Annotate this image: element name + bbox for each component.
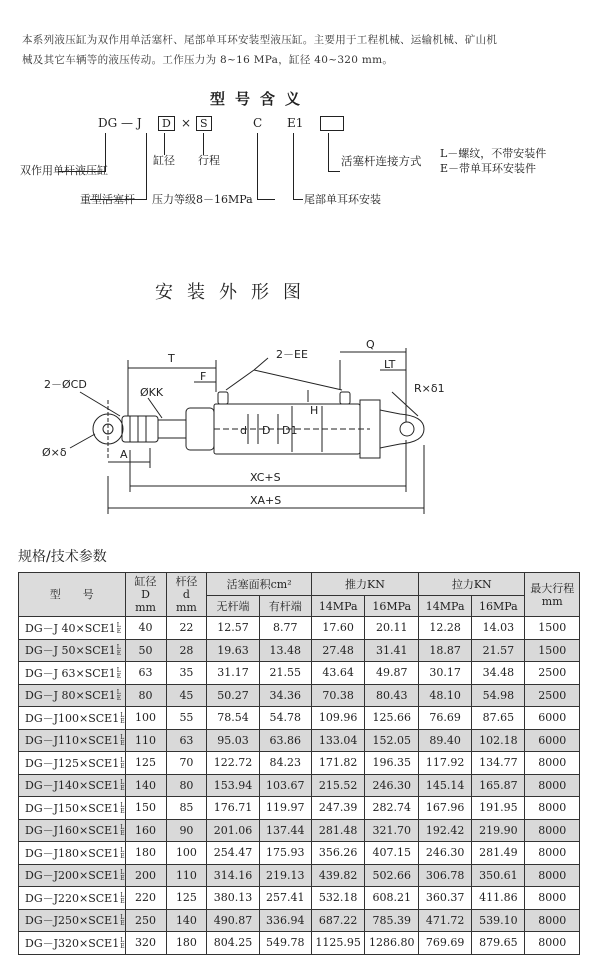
le-suffix: L E bbox=[116, 644, 122, 658]
table-row bbox=[19, 842, 580, 865]
cell-push-16: 502.66 bbox=[365, 864, 419, 887]
cell-stroke: 8000 bbox=[525, 819, 580, 842]
cell-area-rod: 219.13 bbox=[259, 864, 311, 887]
dim-2ee: 2－EE bbox=[276, 348, 308, 361]
dim-q: Q bbox=[366, 338, 375, 351]
model-code: DG－J 63×SCE1 bbox=[25, 666, 116, 680]
cell-bore: 110 bbox=[125, 729, 166, 752]
cell-pull-14: 117.92 bbox=[419, 752, 472, 775]
label-stroke: 行程 bbox=[198, 154, 220, 167]
option-e: E－带单耳环安装件 bbox=[440, 162, 537, 175]
cell-bore: 180 bbox=[125, 842, 166, 865]
cell-bore: 125 bbox=[125, 752, 166, 775]
cell-push-16: 407.15 bbox=[365, 842, 419, 865]
cell-stroke: 8000 bbox=[525, 887, 580, 910]
dim-r-delta: R×δ1 bbox=[414, 382, 445, 395]
le-suffix: L E bbox=[120, 914, 125, 928]
cell-stroke: 8000 bbox=[525, 909, 580, 932]
le-suffix: L E bbox=[120, 711, 125, 725]
label-bore: 缸径 bbox=[153, 154, 175, 167]
cell-push-14: 356.26 bbox=[311, 842, 365, 865]
cell-pull-14: 360.37 bbox=[419, 887, 472, 910]
cell-stroke: 6000 bbox=[525, 729, 580, 752]
cell-area-no-rod: 380.13 bbox=[207, 887, 259, 910]
cell-pull-16: 34.48 bbox=[472, 662, 525, 685]
cell-area-no-rod: 314.16 bbox=[207, 864, 259, 887]
cell-stroke: 8000 bbox=[525, 797, 580, 820]
cell-bore: 250 bbox=[125, 909, 166, 932]
table-row bbox=[19, 909, 580, 932]
cell-bore: 50 bbox=[125, 639, 166, 662]
le-suffix: L E bbox=[116, 666, 122, 680]
cell-area-rod: 8.77 bbox=[259, 617, 311, 640]
cell-area-rod: 63.86 bbox=[259, 729, 311, 752]
dim-xc: XC+S bbox=[250, 471, 281, 484]
cell-push-16: 125.66 bbox=[365, 707, 419, 730]
cell-push-14: 171.82 bbox=[311, 752, 365, 775]
table-row bbox=[19, 617, 580, 640]
cell-area-no-rod: 12.57 bbox=[207, 617, 259, 640]
cell-stroke: 8000 bbox=[525, 864, 580, 887]
header-rod-symbol: d bbox=[182, 588, 190, 601]
cell-area-no-rod: 490.87 bbox=[207, 909, 259, 932]
table-row bbox=[19, 707, 580, 730]
cell-bore: 80 bbox=[125, 684, 166, 707]
cell-stroke: 8000 bbox=[525, 932, 580, 955]
drawing-title: 安装外形图 bbox=[155, 282, 315, 303]
cell-pull-14: 769.69 bbox=[419, 932, 472, 955]
cell-pull-14: 76.69 bbox=[419, 707, 472, 730]
table-row bbox=[19, 797, 580, 820]
table-row bbox=[19, 729, 580, 752]
cell-bore: 150 bbox=[125, 797, 166, 820]
cell-rod: 90 bbox=[166, 819, 207, 842]
cell-pull-16: 54.98 bbox=[472, 684, 525, 707]
table-row bbox=[19, 864, 580, 887]
dim-kk: ØKK bbox=[140, 386, 164, 399]
model-code: DG－J 50×SCE1 bbox=[25, 644, 116, 658]
cylinder-drawing bbox=[40, 330, 480, 530]
table-row bbox=[19, 887, 580, 910]
cell-push-14: 17.60 bbox=[311, 617, 365, 640]
cell-area-no-rod: 176.71 bbox=[207, 797, 259, 820]
cell-pull-14: 246.30 bbox=[419, 842, 472, 865]
header-pull-14: 14MPa bbox=[419, 596, 472, 617]
cell-area-no-rod: 254.47 bbox=[207, 842, 259, 865]
cell-bore: 100 bbox=[125, 707, 166, 730]
header-rod-label: 杆径 bbox=[175, 575, 198, 588]
cell-area-no-rod: 78.54 bbox=[207, 707, 259, 730]
dim-d-rod: d bbox=[240, 424, 247, 437]
cell-area-rod: 13.48 bbox=[259, 639, 311, 662]
table-row bbox=[19, 662, 580, 685]
cell-rod: 80 bbox=[166, 774, 207, 797]
cell-pull-14: 167.96 bbox=[419, 797, 472, 820]
model-code: DG－J200×SCE1 bbox=[25, 869, 120, 883]
cell-pull-14: 30.17 bbox=[419, 662, 472, 685]
cell-pull-16: 281.49 bbox=[472, 842, 525, 865]
cell-push-16: 785.39 bbox=[365, 909, 419, 932]
cell-area-no-rod: 201.06 bbox=[207, 819, 259, 842]
cell-rod: 125 bbox=[166, 887, 207, 910]
cell-bore: 200 bbox=[125, 864, 166, 887]
header-push-16: 16MPa bbox=[365, 596, 419, 617]
dim-xa: XA+S bbox=[250, 494, 282, 507]
cell-push-16: 1286.80 bbox=[365, 932, 419, 955]
cell-pull-16: 191.95 bbox=[472, 797, 525, 820]
cell-pull-16: 165.87 bbox=[472, 774, 525, 797]
header-area-rod: 有杆端 bbox=[259, 596, 311, 617]
cell-rod: 55 bbox=[166, 707, 207, 730]
code-times: × bbox=[181, 116, 192, 130]
cell-area-no-rod: 122.72 bbox=[207, 752, 259, 775]
port-rear bbox=[340, 392, 350, 404]
header-bore bbox=[125, 573, 166, 617]
header-bore-symbol: D bbox=[141, 588, 150, 601]
cell-bore: 220 bbox=[125, 887, 166, 910]
label-tail-mount: 尾部单耳环安装 bbox=[304, 193, 381, 206]
cell-push-14: 439.82 bbox=[311, 864, 365, 887]
cell-pull-14: 48.10 bbox=[419, 684, 472, 707]
dim-2cd: 2－ØCD bbox=[44, 378, 87, 391]
dim-lt: LT bbox=[384, 358, 396, 371]
model-code: DG－J140×SCE1 bbox=[25, 779, 120, 793]
cell-pull-16: 21.57 bbox=[472, 639, 525, 662]
cell-area-rod: 21.55 bbox=[259, 662, 311, 685]
cell-pull-16: 87.65 bbox=[472, 707, 525, 730]
header-push-14: 14MPa bbox=[311, 596, 365, 617]
option-l: L－螺纹，不带安装件 bbox=[440, 147, 547, 160]
code-s-box: S bbox=[196, 116, 212, 131]
cell-stroke: 6000 bbox=[525, 707, 580, 730]
cell-stroke: 1500 bbox=[525, 617, 580, 640]
header-stroke bbox=[525, 573, 580, 617]
cell-pull-14: 89.40 bbox=[419, 729, 472, 752]
cell-push-14: 1125.95 bbox=[311, 932, 365, 955]
le-suffix: L E bbox=[120, 824, 125, 838]
cell-area-rod: 175.93 bbox=[259, 842, 311, 865]
cell-push-16: 282.74 bbox=[365, 797, 419, 820]
cell-area-no-rod: 19.63 bbox=[207, 639, 259, 662]
cell-pull-14: 12.28 bbox=[419, 617, 472, 640]
cell-area-rod: 549.78 bbox=[259, 932, 311, 955]
cell-bore: 63 bbox=[125, 662, 166, 685]
le-suffix: L E bbox=[120, 779, 125, 793]
table-row bbox=[19, 932, 580, 955]
code-connection-box bbox=[320, 116, 344, 131]
le-suffix: L E bbox=[116, 689, 122, 703]
header-area-no-rod: 无杆端 bbox=[207, 596, 259, 617]
code-d-box: D bbox=[158, 116, 175, 131]
cell-pull-14: 306.78 bbox=[419, 864, 472, 887]
dim-a: A bbox=[120, 448, 128, 461]
cell-area-rod: 119.97 bbox=[259, 797, 311, 820]
cell-pull-14: 145.14 bbox=[419, 774, 472, 797]
cell-area-rod: 54.78 bbox=[259, 707, 311, 730]
le-suffix: L E bbox=[120, 801, 125, 815]
cell-pull-16: 14.03 bbox=[472, 617, 525, 640]
model-code: DG－J150×SCE1 bbox=[25, 801, 120, 815]
cell-push-14: 247.39 bbox=[311, 797, 365, 820]
dim-t: T bbox=[168, 352, 175, 365]
cell-stroke: 2500 bbox=[525, 662, 580, 685]
le-suffix: L E bbox=[120, 936, 125, 950]
cell-rod: 180 bbox=[166, 932, 207, 955]
label-double-acting: 双作用单杆液压缸 bbox=[20, 164, 108, 177]
cell-rod: 140 bbox=[166, 909, 207, 932]
code-c: C bbox=[253, 116, 263, 130]
rod-end bbox=[122, 416, 158, 442]
model-code: DG－J125×SCE1 bbox=[25, 756, 120, 770]
cell-push-14: 133.04 bbox=[311, 729, 365, 752]
le-suffix: L E bbox=[120, 734, 125, 748]
cell-rod: 63 bbox=[166, 729, 207, 752]
cell-pull-16: 539.10 bbox=[472, 909, 525, 932]
header-bore-unit: mm bbox=[135, 601, 156, 614]
cell-stroke: 8000 bbox=[525, 842, 580, 865]
cell-push-14: 281.48 bbox=[311, 819, 365, 842]
cell-push-16: 152.05 bbox=[365, 729, 419, 752]
cell-area-rod: 84.23 bbox=[259, 752, 311, 775]
model-code: DG－J160×SCE1 bbox=[25, 824, 120, 838]
cell-pull-16: 411.86 bbox=[472, 887, 525, 910]
cell-pull-16: 134.77 bbox=[472, 752, 525, 775]
cell-stroke: 2500 bbox=[525, 684, 580, 707]
code-e1: E1 bbox=[287, 116, 304, 130]
le-suffix: L E bbox=[120, 891, 125, 905]
header-rod-unit: mm bbox=[176, 601, 197, 614]
header-rod bbox=[166, 573, 207, 617]
header-push: 推力KN bbox=[311, 573, 418, 596]
intro-paragraph bbox=[22, 30, 577, 70]
cell-push-14: 109.96 bbox=[311, 707, 365, 730]
le-suffix: L E bbox=[120, 869, 125, 883]
dim-x-delta: Ø×δ bbox=[42, 446, 67, 459]
cell-stroke: 1500 bbox=[525, 639, 580, 662]
cell-rod: 28 bbox=[166, 639, 207, 662]
cell-area-no-rod: 153.94 bbox=[207, 774, 259, 797]
model-code: DG－J220×SCE1 bbox=[25, 891, 120, 905]
cell-bore: 160 bbox=[125, 819, 166, 842]
cell-rod: 85 bbox=[166, 797, 207, 820]
header-bore-label: 缸径 bbox=[134, 575, 157, 588]
cell-area-rod: 336.94 bbox=[259, 909, 311, 932]
intro-line-2: 械及其它车辆等的液压传动。工作压力为 8~16 MPa，缸径 40~320 mm。 bbox=[22, 54, 394, 66]
code-prefix: DG — J bbox=[98, 116, 142, 130]
model-code: DG－J250×SCE1 bbox=[25, 914, 120, 928]
piston-rod bbox=[158, 420, 186, 438]
port-front bbox=[218, 392, 228, 404]
cell-push-16: 196.35 bbox=[365, 752, 419, 775]
table-row bbox=[19, 819, 580, 842]
cell-rod: 110 bbox=[166, 864, 207, 887]
cell-stroke: 8000 bbox=[525, 774, 580, 797]
cell-rod: 70 bbox=[166, 752, 207, 775]
cell-area-no-rod: 31.17 bbox=[207, 662, 259, 685]
dim-h: H bbox=[310, 404, 319, 417]
table-row bbox=[19, 639, 580, 662]
table-row bbox=[19, 684, 580, 707]
cell-area-no-rod: 95.03 bbox=[207, 729, 259, 752]
cell-bore: 40 bbox=[125, 617, 166, 640]
intro-line-1: 本系列液压缸为双作用单活塞杆、尾部单耳环安装型液压缸。主要用于工程机械、运输机械、矿山机 bbox=[22, 34, 498, 46]
model-code: DG－J320×SCE1 bbox=[25, 936, 120, 950]
cell-rod: 45 bbox=[166, 684, 207, 707]
cell-area-rod: 103.67 bbox=[259, 774, 311, 797]
cell-bore: 140 bbox=[125, 774, 166, 797]
header-pull-16: 16MPa bbox=[472, 596, 525, 617]
cell-area-no-rod: 804.25 bbox=[207, 932, 259, 955]
le-suffix: L E bbox=[120, 846, 125, 860]
cell-area-no-rod: 50.27 bbox=[207, 684, 259, 707]
le-suffix: L E bbox=[120, 756, 125, 770]
header-stroke-label: 最大行程 bbox=[530, 581, 575, 595]
cell-bore: 320 bbox=[125, 932, 166, 955]
cell-stroke: 8000 bbox=[525, 752, 580, 775]
model-code: DG－J180×SCE1 bbox=[25, 846, 120, 860]
spec-title: 规格/技术参数 bbox=[18, 549, 107, 565]
front-head bbox=[186, 408, 214, 450]
model-meaning-title: 型号含义 bbox=[210, 90, 311, 108]
cell-push-16: 80.43 bbox=[365, 684, 419, 707]
cell-push-14: 687.22 bbox=[311, 909, 365, 932]
model-code: DG－J 80×SCE1 bbox=[25, 689, 116, 703]
cell-push-14: 215.52 bbox=[311, 774, 365, 797]
model-code: DG－J110×SCE1 bbox=[25, 734, 120, 748]
cell-pull-16: 102.18 bbox=[472, 729, 525, 752]
cell-push-16: 31.41 bbox=[365, 639, 419, 662]
dim-d-bore: D bbox=[262, 424, 271, 437]
cell-push-14: 43.64 bbox=[311, 662, 365, 685]
cell-rod: 35 bbox=[166, 662, 207, 685]
label-heavy-rod: 重型活塞杆 bbox=[80, 193, 135, 206]
cell-push-16: 321.70 bbox=[365, 819, 419, 842]
header-model: 型 号 bbox=[19, 573, 126, 617]
label-pressure: 压力等级8－16MPa bbox=[152, 193, 253, 206]
cell-rod: 100 bbox=[166, 842, 207, 865]
cell-pull-16: 879.65 bbox=[472, 932, 525, 955]
table-row bbox=[19, 774, 580, 797]
cell-pull-14: 18.87 bbox=[419, 639, 472, 662]
cell-push-16: 246.30 bbox=[365, 774, 419, 797]
cell-push-14: 70.38 bbox=[311, 684, 365, 707]
cell-push-16: 608.21 bbox=[365, 887, 419, 910]
cell-pull-14: 192.42 bbox=[419, 819, 472, 842]
dim-d1: D1 bbox=[282, 424, 298, 437]
cell-push-14: 27.48 bbox=[311, 639, 365, 662]
cell-area-rod: 34.36 bbox=[259, 684, 311, 707]
model-code: DG－J 40×SCE1 bbox=[25, 621, 116, 635]
table-row bbox=[19, 752, 580, 775]
cell-pull-14: 471.72 bbox=[419, 909, 472, 932]
dim-f: F bbox=[200, 370, 207, 383]
cell-push-16: 49.87 bbox=[365, 662, 419, 685]
spec-rows bbox=[19, 617, 580, 955]
cell-push-16: 20.11 bbox=[365, 617, 419, 640]
cell-area-rod: 257.41 bbox=[259, 887, 311, 910]
cell-pull-16: 350.61 bbox=[472, 864, 525, 887]
label-connection: 活塞杆连接方式 bbox=[341, 154, 422, 168]
cell-pull-16: 219.90 bbox=[472, 819, 525, 842]
header-stroke-unit: mm bbox=[541, 594, 563, 608]
le-suffix: L E bbox=[116, 621, 122, 635]
cell-rod: 22 bbox=[166, 617, 207, 640]
header-pull: 拉力KN bbox=[419, 573, 525, 596]
spec-table bbox=[18, 572, 580, 955]
header-area: 活塞面积cm² bbox=[207, 573, 312, 596]
model-code: DG－J100×SCE1 bbox=[25, 711, 120, 725]
cell-push-14: 532.18 bbox=[311, 887, 365, 910]
cell-area-rod: 137.44 bbox=[259, 819, 311, 842]
